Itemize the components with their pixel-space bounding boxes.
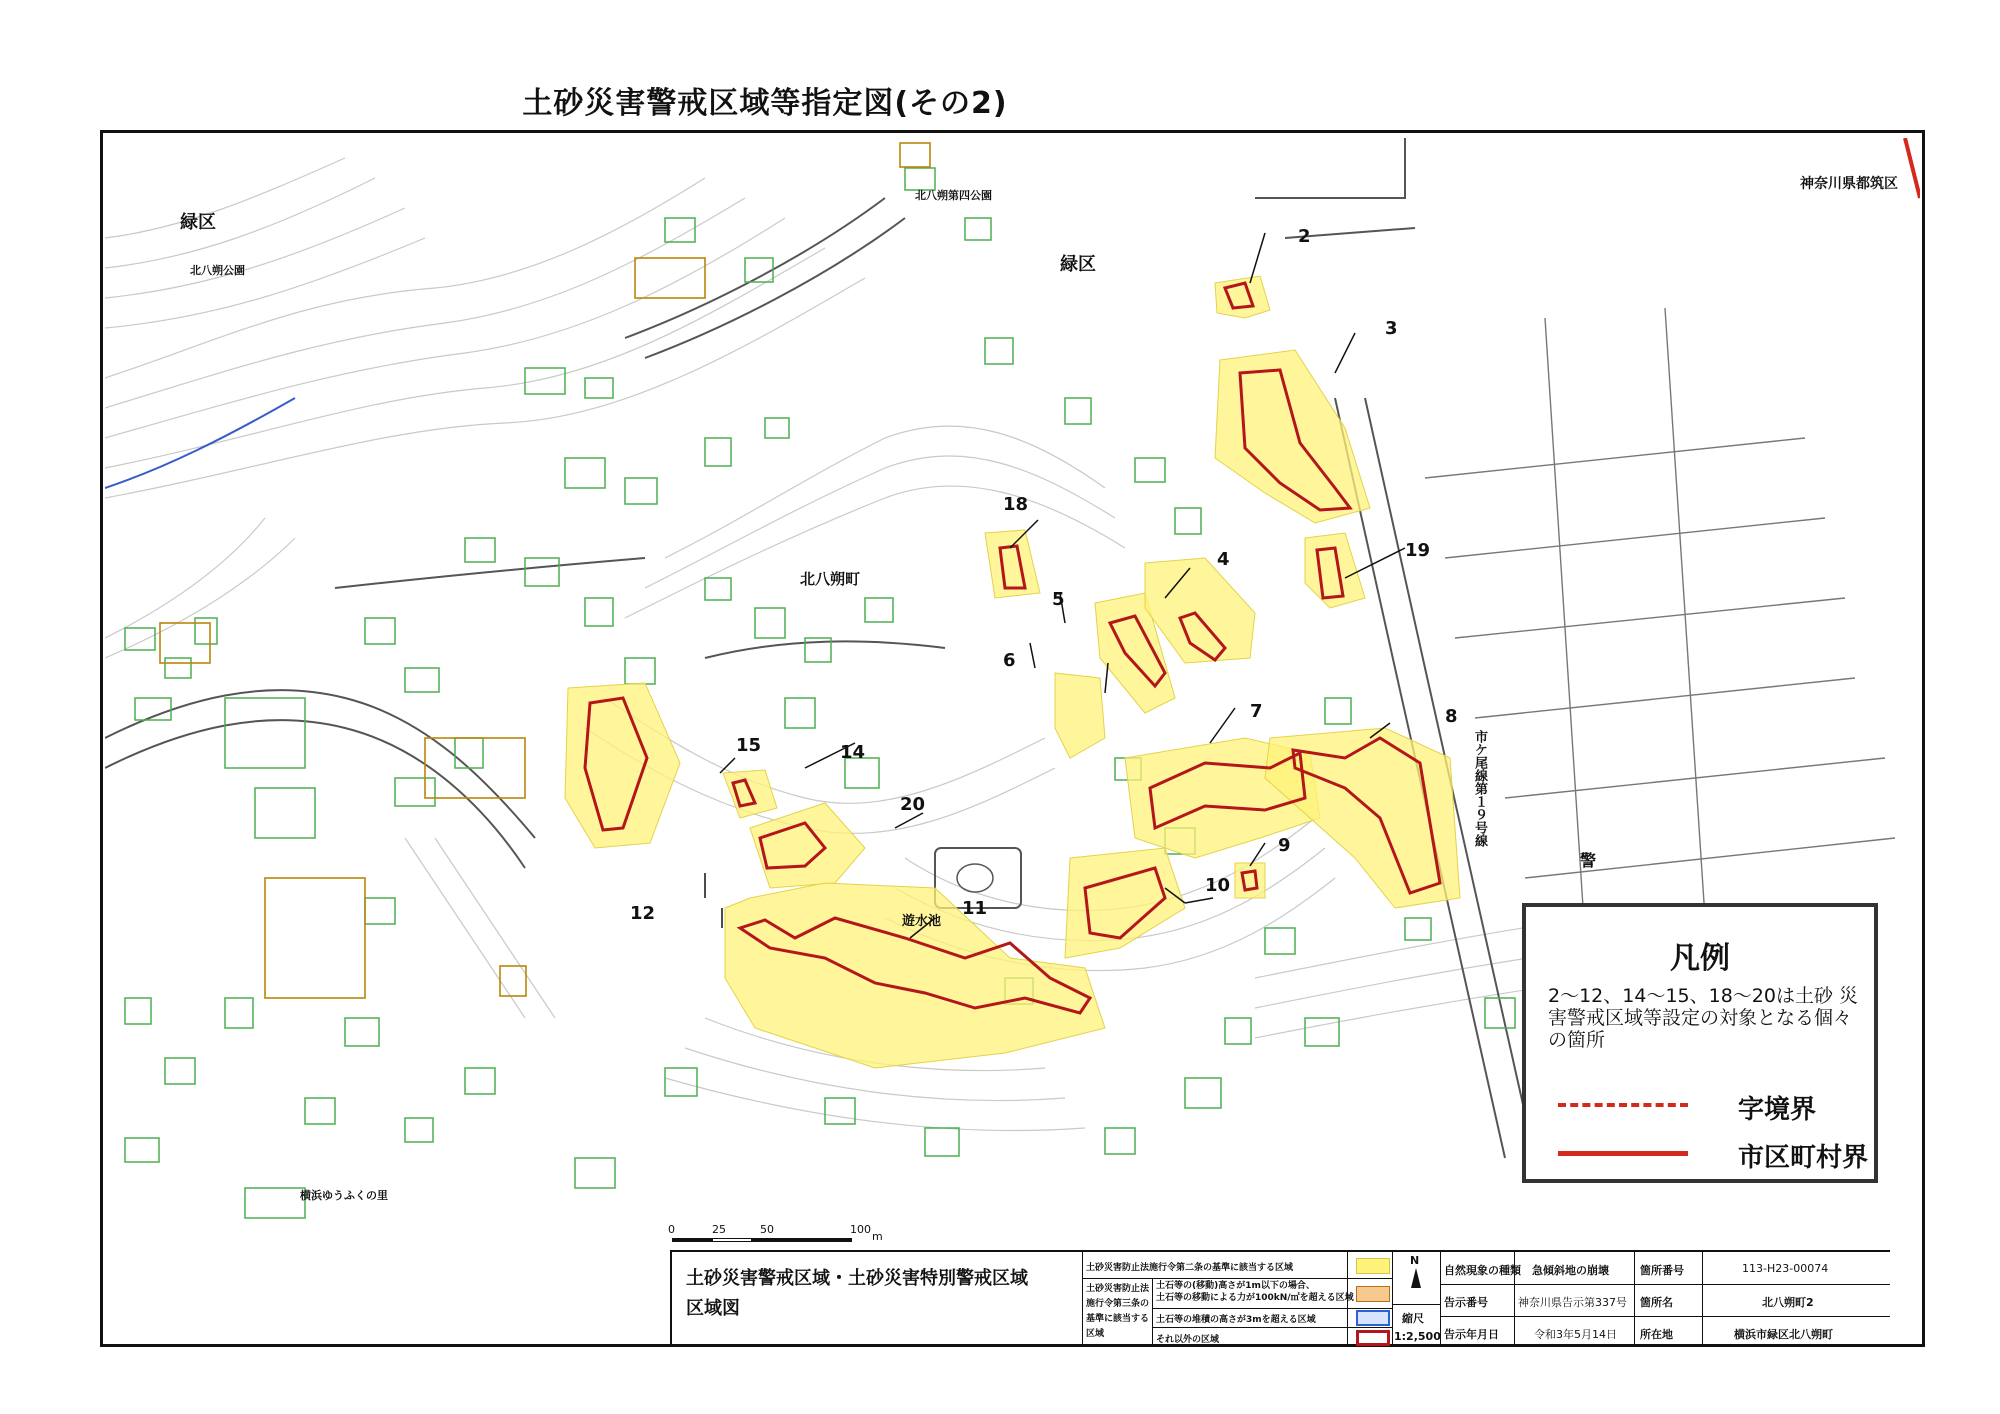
location-value: 横浜市緑区北八朔町	[1734, 1328, 1833, 1341]
place-name-value: 北八朔町2	[1762, 1296, 1814, 1309]
point-label-7: 7	[1250, 701, 1263, 722]
legend-description: 2～12、14～15、18～20は土砂 災害警戒区域等設定の対象となる個々の箇所	[1548, 985, 1859, 1051]
solid-boundary-swatch	[1558, 1151, 1688, 1156]
notice-date-label: 告示年月日	[1444, 1328, 1499, 1341]
notice-date-value: 令和3年5月14日	[1534, 1328, 1617, 1341]
place-no-label: 箇所番号	[1640, 1264, 1684, 1277]
scale-value: 1:2,500	[1394, 1330, 1441, 1343]
red-zone-symbol	[1356, 1330, 1390, 1346]
road-grid-right	[1425, 308, 1895, 938]
scale-tick-25: 25	[712, 1223, 726, 1236]
scale-tick-50: 50	[760, 1223, 774, 1236]
map-label-yusuichi: 遊水池	[902, 914, 942, 929]
scale-tick-100: 100	[850, 1223, 871, 1236]
point-label-20: 20	[900, 794, 926, 815]
legend-title: 凡例	[1670, 941, 1730, 976]
point-label-15: 15	[736, 735, 762, 756]
scale-unit: m	[872, 1230, 883, 1243]
location-label: 所在地	[1640, 1328, 1673, 1341]
point-label-18: 18	[1003, 494, 1029, 515]
dashed-boundary-swatch	[1558, 1103, 1688, 1107]
city-boundary-line	[1905, 138, 1920, 198]
map-label-midori-left: 緑区	[180, 212, 216, 233]
point-label-8: 8	[1445, 706, 1458, 727]
point-label-19: 19	[1405, 540, 1431, 561]
point-label-5: 5	[1052, 589, 1065, 610]
map-label-police: 警	[1580, 851, 1597, 870]
zone1-label: 土砂災害防止法施行令第二条の基準に該当する区域	[1086, 1263, 1294, 1273]
point-label-12: 12	[630, 903, 656, 924]
scale-bar	[672, 1238, 872, 1246]
notice-no-label: 告示番号	[1444, 1296, 1488, 1309]
place-name-label: 箇所名	[1640, 1296, 1673, 1309]
phenomenon-value: 急傾斜地の崩壊	[1532, 1264, 1609, 1277]
scale-tick-0: 0	[668, 1223, 675, 1236]
warning-zones	[565, 276, 1460, 1068]
map-label-kitahassaku-park: 北八朔公園	[190, 264, 245, 277]
map-label-yuuhuku: 横浜ゆうふくの里	[300, 1189, 388, 1202]
scale-label: 縮尺	[1402, 1312, 1424, 1325]
place-no-value: 113-H23-00074	[1742, 1262, 1829, 1275]
map-label-kitahassaku-cho: 北八朔町	[800, 570, 861, 588]
zone2-row2: 土石等の堆積の高さが3mを超える区域	[1156, 1315, 1316, 1325]
page-title: 土砂災害警戒区域等指定図(その2)	[522, 86, 1008, 121]
phenomenon-label: 自然現象の種類	[1444, 1264, 1521, 1277]
yellow-zone-symbol	[1356, 1258, 1390, 1274]
legend-item-city: 市区町村界	[1738, 1143, 1869, 1173]
point-label-6: 6	[1003, 650, 1016, 671]
table-main-heading: 土砂災害警戒区域・土砂災害特別警戒区域 区域図	[686, 1268, 1028, 1319]
pond-inner	[957, 864, 993, 892]
info-table	[670, 1250, 1890, 1347]
north-arrow-shape	[1411, 1268, 1421, 1288]
zone2-row3: それ以外の区域	[1156, 1335, 1220, 1345]
point-label-10: 10	[1205, 875, 1231, 896]
map-label-midori-center: 緑区	[1060, 254, 1096, 275]
north-arrow-icon: N	[1410, 1254, 1420, 1267]
legend-item-aza: 字境界	[1738, 1095, 1817, 1125]
hatched-zone-symbol	[1356, 1286, 1390, 1302]
point-label-4: 4	[1217, 549, 1230, 570]
zone2-row1: 土石等の(移動)高さが1m以下の場合、 土石等の移動による力が100kN/㎡を超える区域	[1156, 1281, 1354, 1303]
map-label-tsuzuki: 神奈川県都筑区	[1800, 176, 1898, 192]
legend-row-city	[1548, 1135, 1869, 1173]
zone2-side: 土砂災害防止法 施行令第三条の 基準に該当する 区域	[1086, 1284, 1150, 1339]
legend-box	[1522, 903, 1878, 1183]
point-label-11: 11	[962, 898, 988, 919]
map-label-kitahassaku-park4: 北八朔第四公園	[915, 189, 992, 202]
point-label-9: 9	[1278, 835, 1291, 856]
notice-no-value: 神奈川県告示第337号	[1518, 1296, 1627, 1309]
point-label-14: 14	[840, 742, 866, 763]
point-label-3: 3	[1385, 318, 1398, 339]
blue-zone-symbol	[1356, 1310, 1390, 1326]
legend-row-aza	[1548, 1087, 1868, 1125]
map-label-road: 市ケ尾線第１９号線	[1472, 730, 1487, 847]
point-label-2: 2	[1298, 226, 1311, 247]
